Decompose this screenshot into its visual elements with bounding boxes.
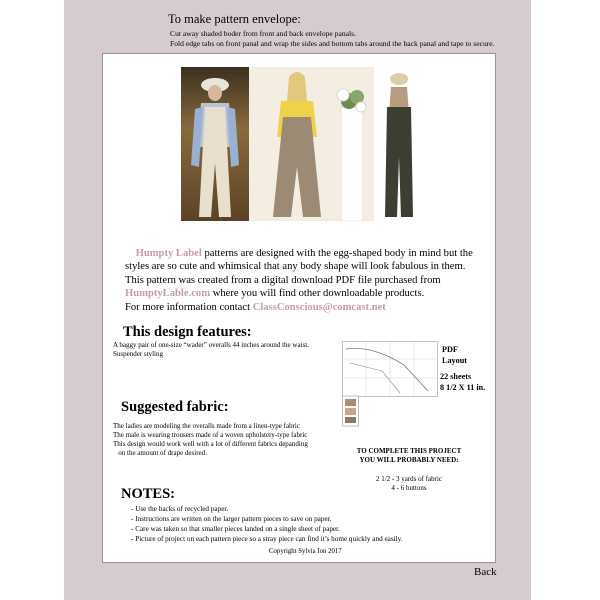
back-link[interactable]: Back bbox=[474, 566, 497, 578]
copyright-notice: Copyright Sylvia Ion 2017 bbox=[269, 548, 342, 555]
pdf-label-line: PDF bbox=[442, 345, 458, 354]
model-photo-woman-beige-overalls bbox=[249, 67, 374, 221]
pattern-envelope-sheet bbox=[64, 0, 531, 600]
model-photo-woman-white-overalls bbox=[181, 67, 249, 221]
notes-list bbox=[131, 504, 403, 544]
fabric-heading: Suggested fabric: bbox=[121, 399, 229, 415]
contact-prefix: For more information contact bbox=[125, 301, 253, 313]
note-item: - Instructions are written on the larger pattern pieces to save on paper. bbox=[131, 515, 332, 523]
envelope-front-panel bbox=[102, 53, 496, 563]
project-needs-heading bbox=[329, 447, 489, 465]
fabric-line: The ladies are modeling the overalls made from a linen-type fabric bbox=[113, 422, 300, 430]
pdf-layout-thumbnail bbox=[342, 341, 438, 427]
website-link[interactable]: HumptyLable.com bbox=[125, 288, 211, 300]
sheet-count-label bbox=[440, 372, 485, 393]
envelope-instruction-2: Fold edge tabs on front panal and wrap the sides and bottom tabs around the back panal and tape to secure. bbox=[170, 39, 495, 48]
intro-paragraph bbox=[125, 247, 485, 314]
note-item: - Care was taken so that smaller pieces landed on a single sheet of paper. bbox=[131, 525, 340, 533]
notes-heading: NOTES: bbox=[121, 486, 175, 502]
features-list bbox=[113, 341, 353, 359]
fabric-list bbox=[113, 422, 353, 458]
features-heading: This design features: bbox=[123, 324, 252, 340]
feature-line: A baggy pair of one-size “wader” overalls 44 inches around the waist. bbox=[113, 341, 309, 349]
envelope-title: To make pattern envelope: bbox=[168, 12, 301, 26]
contact-email-link[interactable]: ClassConscious@comcast.net bbox=[252, 301, 386, 313]
intro-text-2: where you will find other downloadable products. bbox=[210, 288, 425, 300]
needs-heading-line: YOU WILL PROBABLY NEED: bbox=[359, 456, 459, 464]
note-item: - Picture of project on each pattern piece so a stray piece can find it’s home quickly and easily. bbox=[131, 535, 403, 543]
needs-item: 2 1/2 - 3 yards of fabric bbox=[375, 475, 443, 483]
fabric-line: on the amount of drape desired. bbox=[113, 449, 207, 457]
envelope-instruction-1: Cut away shaded boder from front and back envelope panals. bbox=[170, 29, 356, 38]
project-needs-list bbox=[329, 475, 489, 493]
pdf-layout-label bbox=[442, 345, 467, 366]
intro-text-1: patterns are designed with the egg-shaped body in mind but the styles are so cute and whimsical that any body shape will look fabulous in them. This pattern was created from a digital download PDF file purchased from bbox=[125, 248, 473, 286]
needs-heading-line: TO COMPLETE THIS PROJECT bbox=[356, 447, 462, 455]
brand-name: Humpty Label bbox=[135, 248, 202, 259]
fabric-line: This design would work well with a lot of different fabrics depanding bbox=[113, 440, 308, 448]
note-item: - Use the backs of recycled paper. bbox=[131, 505, 229, 513]
needs-item: 4 - 6 buttons bbox=[391, 484, 427, 492]
sheets-count: 22 sheets bbox=[440, 372, 472, 381]
fabric-line: The male is wearing trousers made of a woven upholstery-type fabric bbox=[113, 431, 308, 439]
sheets-size: 8 1/2 X 11 in. bbox=[440, 382, 486, 392]
feature-line: Suspender styling bbox=[113, 350, 163, 358]
model-photo-man-dark-trousers bbox=[379, 67, 417, 221]
pdf-label-line: Layout bbox=[442, 355, 468, 365]
model-photo-strip bbox=[181, 67, 417, 221]
